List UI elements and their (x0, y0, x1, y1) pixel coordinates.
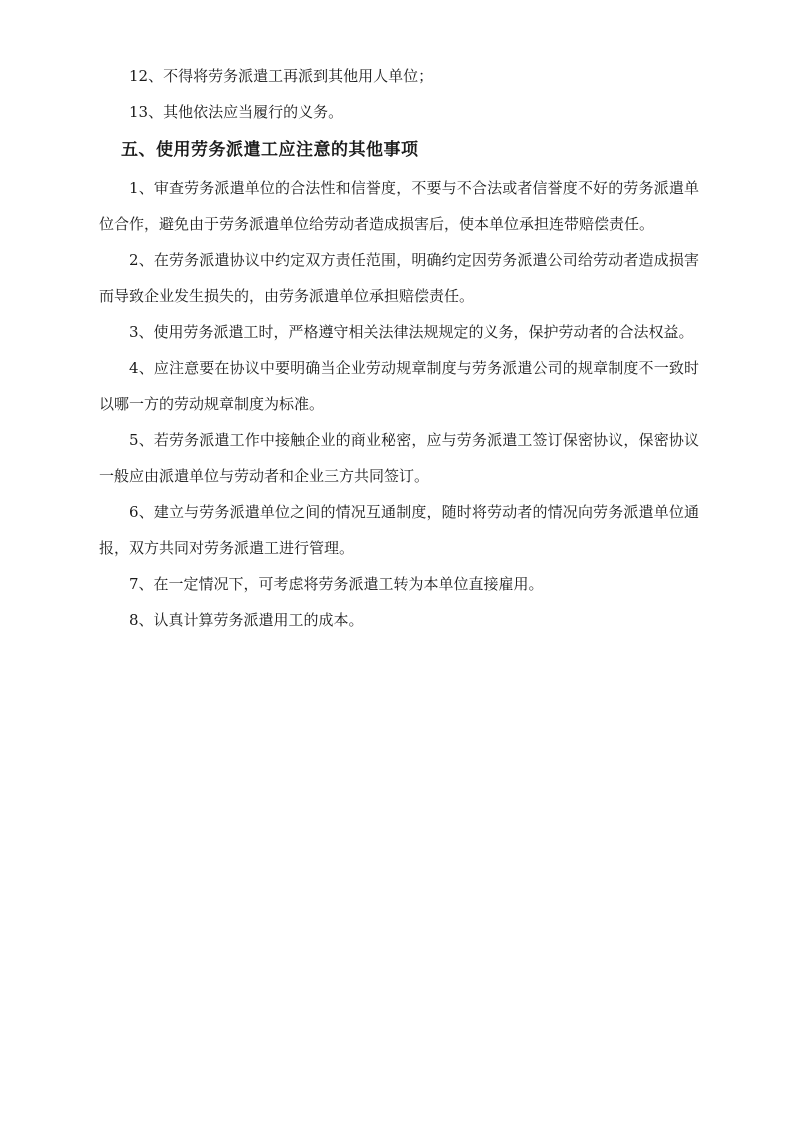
section-item-6: 6、建立与劳务派遣单位之间的情况互通制度，随时将劳动者的情况向劳务派遣单位通报，双方共同对劳务派遣工进行管理。 (99, 503, 699, 557)
section-item-5: 5、若劳务派遣工作中接触企业的商业秘密，应与劳务派遣工签订保密协议，保密协议一般应由派遣单位与劳动者和企业三方共同签订。 (99, 431, 699, 485)
section-item-3: 3、使用劳务派遣工时，严格遵守相关法律法规规定的义务，保护劳动者的合法权益。 (129, 323, 694, 341)
section-item-7: 7、在一定情况下，可考虑将劳务派遣工转为本单位直接雇用。 (129, 575, 544, 593)
section-item-2: 2、在劳务派遣协议中约定双方责任范围，明确约定因劳务派遣公司给劳动者造成损害而导致企业发生损失的，由劳务派遣单位承担赔偿责任。 (99, 251, 699, 305)
section-item-1: 1、审查劳务派遣单位的合法性和信誉度，不要与不合法或者信誉度不好的劳务派遣单位合作，避免由于劳务派遣单位给劳动者造成损害后，使本单位承担连带赔偿责任。 (99, 179, 699, 233)
list-item-13: 13、其他依法应当履行的义务。 (129, 103, 344, 121)
section-heading: 五、使用劳务派遣工应注意的其他事项 (121, 140, 419, 160)
section-item-4: 4、应注意要在协议中要明确当企业劳动规章制度与劳务派遣公司的规章制度不一致时以哪一方的劳动规章制度为标准。 (99, 359, 699, 413)
list-item-12: 12、不得将劳务派遣工再派到其他用人单位； (129, 67, 434, 85)
document-body (99, 58, 699, 638)
section-item-8: 8、认真计算劳务派遣用工的成本。 (129, 611, 364, 629)
